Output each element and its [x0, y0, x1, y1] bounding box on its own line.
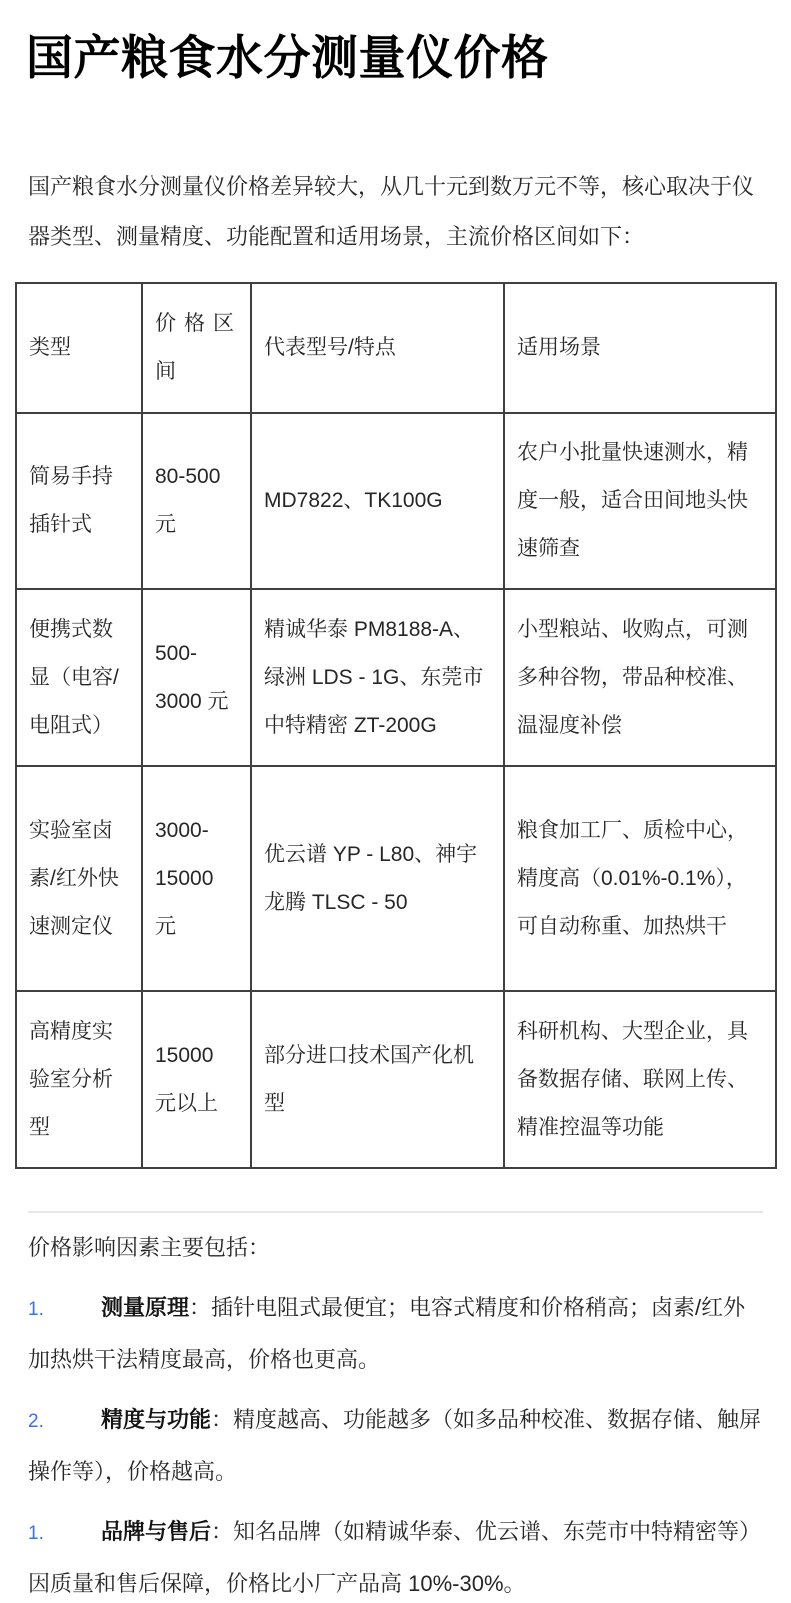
- cell-scenarios: 小型粮站、收购点，可测多种谷物，带品种校准、温湿度补偿: [504, 589, 776, 766]
- page-title: 国产粮食水分测量仪价格: [26, 31, 549, 84]
- cell-type: 简易手持插针式: [16, 413, 142, 589]
- cell-scenarios: 科研机构、大型企业，具备数据存储、联网上传、精准控温等功能: [504, 991, 776, 1168]
- price-table: [15, 282, 777, 1169]
- factor-term: 品牌与售后: [101, 1519, 212, 1544]
- col-header-type: 类型: [16, 283, 142, 413]
- intro-paragraph: 国产粮食水分测量仪价格差异较大，从几十元到数万元不等，核心取决于仪器类型、测量精度、功能配置和适用场景，主流价格区间如下：: [28, 174, 755, 249]
- table-row: [16, 413, 776, 589]
- factor-item-brand-aftersales: [28, 1507, 763, 1603]
- factor-term: 测量原理: [101, 1295, 190, 1320]
- factor-item-measurement-principle: [28, 1283, 763, 1385]
- section-divider: [28, 1211, 763, 1213]
- table-row: [16, 991, 776, 1168]
- list-number: 1.: [28, 1523, 44, 1544]
- cell-models: 精诚华泰 PM8188-A、绿洲 LDS - 1G、东莞市中特精密 ZT-200G: [251, 589, 504, 766]
- factor-item-precision-features: [28, 1395, 763, 1497]
- cell-price-range: 15000 元以上: [142, 991, 251, 1168]
- cell-price-range: 500-3000 元: [142, 589, 251, 766]
- cell-type: 实验室卤素/红外快速测定仪: [16, 766, 142, 991]
- cell-scenarios: 农户小批量快速测水，精度一般，适合田间地头快速筛查: [504, 413, 776, 589]
- factors-heading: 价格影响因素主要包括：: [28, 1235, 271, 1260]
- factor-text: ：知名品牌（如精诚华泰、优云谱、东莞市中特精密等）因质量和售后保障，价格比小厂产品高 10%-30%。: [28, 1519, 762, 1596]
- table-row: [16, 766, 776, 991]
- table-row: [16, 589, 776, 766]
- list-number: 1.: [28, 1299, 44, 1320]
- list-number: 2.: [28, 1411, 44, 1432]
- factor-text: ：插针电阻式最便宜；电容式精度和价格稍高；卤素/红外加热烘干法精度最高，价格也更高。: [28, 1295, 746, 1372]
- col-header-scenarios: 适用场景: [504, 283, 776, 413]
- cell-models: 部分进口技术国产化机型: [251, 991, 504, 1168]
- cell-models: MD7822、TK100G: [251, 413, 504, 589]
- cell-type: 便携式数显（电容/电阻式）: [16, 589, 142, 766]
- factor-text: ：精度越高、功能越多（如多品种校准、数据存储、触屏操作等），价格越高。: [28, 1407, 762, 1484]
- cell-scenarios: 粮食加工厂、质检中心，精度高（0.01%-0.1%），可自动称重、加热烘干: [504, 766, 776, 991]
- factor-term: 精度与功能: [101, 1407, 212, 1432]
- cell-models: 优云谱 YP - L80、神宇龙腾 TLSC - 50: [251, 766, 504, 991]
- col-header-models: 代表型号/特点: [251, 283, 504, 413]
- cell-price-range: 80-500 元: [142, 413, 251, 589]
- cell-price-range: 3000-15000 元: [142, 766, 251, 991]
- col-header-price-range: 价格区间: [142, 283, 251, 413]
- table-header-row: [16, 283, 776, 413]
- cell-type: 高精度实验室分析型: [16, 991, 142, 1168]
